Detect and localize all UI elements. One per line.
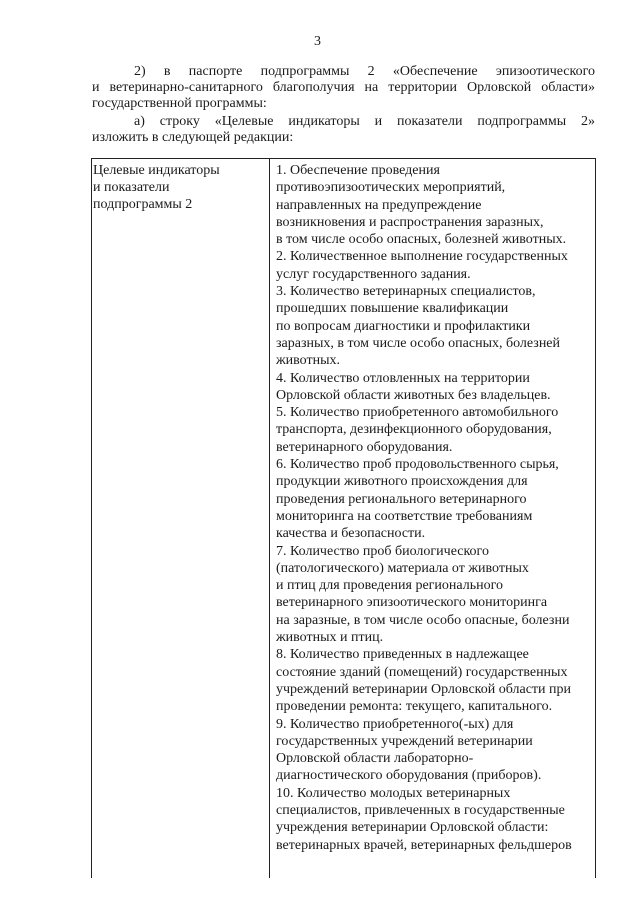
table-text-line: ветеринарного эпизоотического мониторинга	[276, 595, 548, 611]
table-text-line: 3. Количество ветеринарных специалистов,	[276, 284, 536, 300]
table-text-line: заразных, в том числе особо опасных, болезней	[276, 335, 561, 351]
table-text-line: животных.	[276, 353, 341, 369]
table-text-line: и показатели	[93, 180, 170, 195]
table-text-line: в том числе особо опасных, болезней животных.	[276, 232, 567, 248]
table-column-divider	[269, 159, 270, 878]
table-text-line: услуг государственного задания.	[276, 266, 471, 282]
table-text-line: диагностического оборудования (приборов).	[276, 768, 542, 784]
text-line: государственной программы:	[92, 96, 267, 111]
table-text-line: направленных на предупреждение	[276, 197, 482, 213]
table-text-line: животных и птиц.	[276, 630, 384, 646]
table-text-line: учреждения ветеринарии Орловской области:	[276, 820, 549, 836]
table-text-line: возникновения и распространения заразных,	[276, 214, 544, 230]
table-text-line: Орловской области лабораторно-	[276, 751, 474, 767]
page-number: 3	[314, 34, 321, 49]
text-line: изложить в следующей редакции:	[92, 130, 294, 145]
table-text-line: 9. Количество приобретенного(-ых) для	[276, 716, 514, 732]
table-text-line: ветеринарного оборудования.	[276, 439, 453, 455]
table-text-line: состояние зданий (помещений) государственных	[276, 664, 568, 680]
table-text-line: 2. Количественное выполнение государственных	[276, 249, 568, 265]
table-cell-indicators	[276, 162, 596, 854]
table-text-line: 5. Количество приобретенного автомобильного	[276, 405, 559, 421]
table-text-line: 4. Количество отловленных на территории	[276, 370, 530, 386]
table-text-line: подпрограммы 2	[93, 197, 193, 212]
table-text-line: проведении ремонта: текущего, капитального.	[276, 699, 553, 715]
table-text-line: по вопросам диагностики и профилактики	[276, 318, 531, 334]
table-text-line: на заразные, в том числе особо опасные, болезни	[276, 612, 570, 628]
table-text-line: и птиц для проведения регионального	[276, 578, 503, 594]
table-cell-label	[93, 162, 263, 213]
table-text-line: 8. Количество приведенных в надлежащее	[276, 647, 529, 663]
table-text-line: качества и безопасности.	[276, 526, 426, 542]
table-text-line: 1. Обеспечение проведения	[276, 163, 440, 178]
amendment-paragraph-1	[92, 64, 595, 112]
table-text-line: 7. Количество проб биологического	[276, 543, 489, 559]
amendment-paragraph-2	[92, 114, 595, 146]
table-text-line: специалистов, привлеченных в государственные	[276, 802, 565, 818]
table-text-line: мониторинга на соответствие требованиям	[276, 508, 533, 524]
table-text-line: прошедших повышение квалификации	[276, 301, 509, 317]
text-line: 2) в паспорте подпрограммы 2 «Обеспечение эпизоотического	[134, 64, 595, 79]
table-text-line: проведения регионального ветеринарного	[276, 491, 527, 507]
table-text-line: продукции животного происхождения для	[276, 474, 528, 490]
table-text-line: противоэпизоотических мероприятий,	[276, 180, 506, 196]
table-text-line: 10. Количество молодых ветеринарных	[276, 785, 511, 801]
text-line: а) строку «Целевые индикаторы и показатели подпрограммы 2»	[134, 114, 595, 129]
indicators-table	[91, 158, 596, 878]
table-text-line: (патологического) материала от животных	[276, 560, 529, 576]
table-text-line: Орловской области животных без владельцев.	[276, 387, 551, 403]
table-text-line: Целевые индикаторы	[93, 163, 220, 178]
table-text-line: государственных учреждений ветеринарии	[276, 733, 533, 749]
text-line: и ветеринарно-санитарного благополучия на территории Орловской области»	[92, 80, 595, 95]
table-text-line: транспорта, дезинфекционного оборудования,	[276, 422, 552, 438]
table-text-line: ветеринарных врачей, ветеринарных фельдшеров	[276, 837, 572, 853]
table-text-line: учреждений ветеринарии Орловской области при	[276, 681, 572, 697]
table-text-line: 6. Количество проб продовольственного сырья,	[276, 457, 559, 473]
